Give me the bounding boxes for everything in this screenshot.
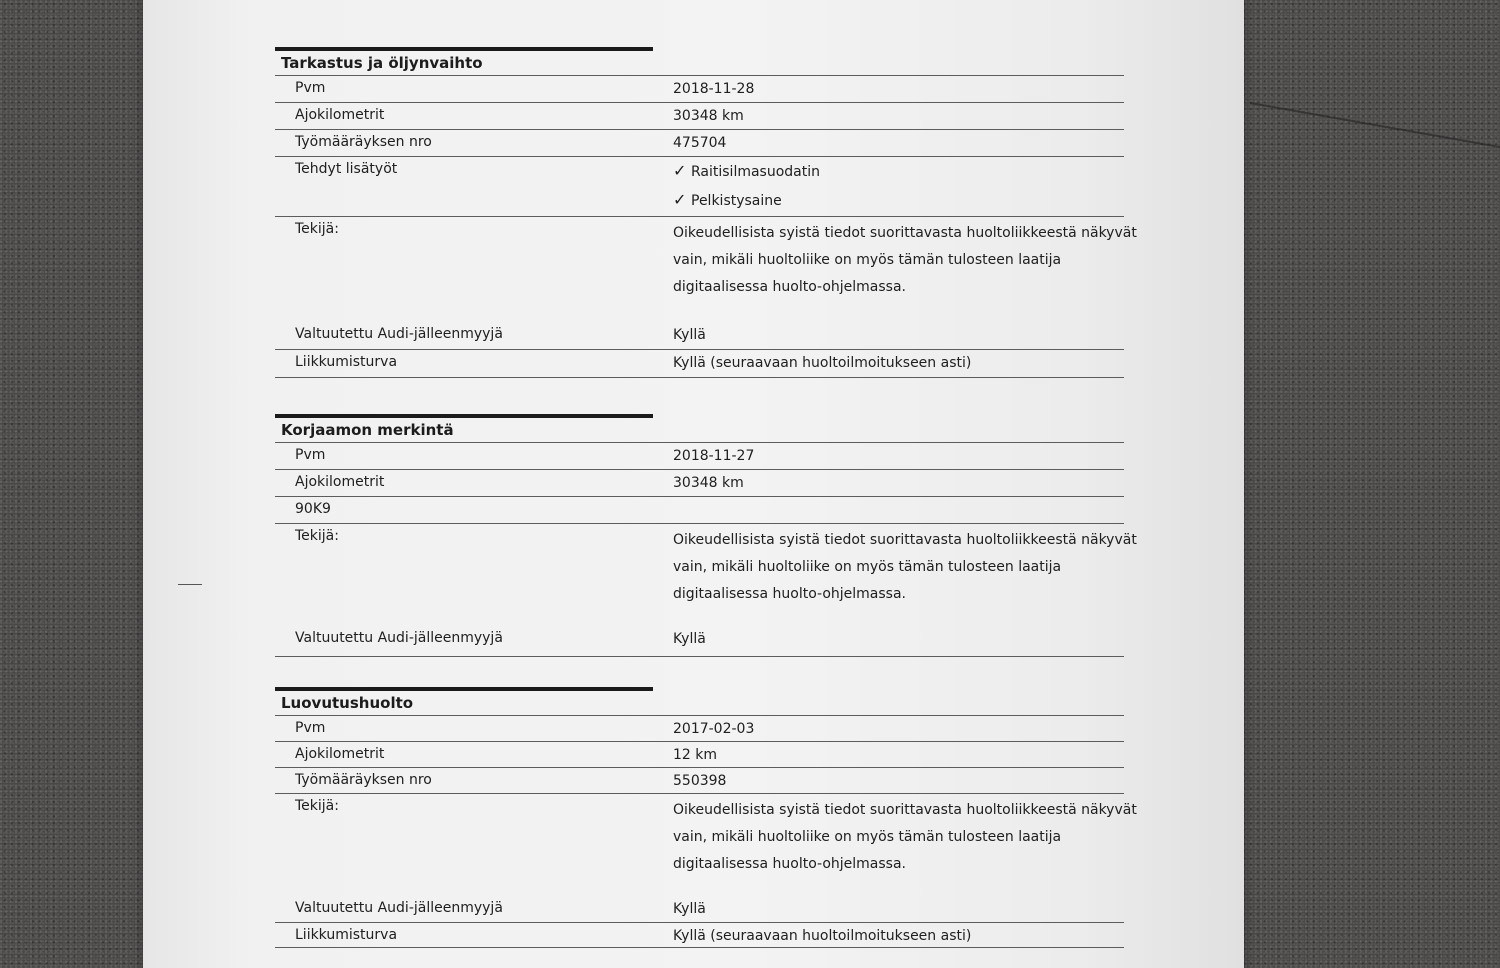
maker-notice-line: Oikeudellisista syistä tiedot suorittavasta huoltoliikkeestä näkyvät — [673, 225, 1137, 241]
mobility-guarantee-value: Kyllä (seuraavaan huoltoilmoitukseen asti) — [673, 355, 972, 371]
section-inspection-oil-change — [275, 47, 1137, 378]
row-mobility-guarantee — [275, 349, 1124, 378]
extra-work-item — [673, 161, 820, 180]
mileage-label: Ajokilometrit — [295, 107, 385, 123]
mileage-value: 12 km — [673, 747, 718, 763]
row-mobility-guarantee — [275, 922, 1124, 948]
row-authorized-dealer — [275, 626, 1124, 657]
authorized-dealer-label: Valtuutettu Audi-jälleenmyyjä — [295, 630, 503, 646]
maker-notice — [673, 527, 1137, 608]
maker-notice-line: Oikeudellisista syistä tiedot suorittavasta huoltoliikkeestä näkyvät — [673, 802, 1137, 818]
section-title: Korjaamon merkintä — [281, 421, 454, 439]
maker-notice-line: vain, mikäli huoltoliike on myös tämän tulosteen laatija — [673, 829, 1062, 845]
mileage-value: 30348 km — [673, 108, 744, 124]
row-mileage — [275, 741, 1124, 767]
section-title: Tarkastus ja öljynvaihto — [281, 54, 483, 72]
maker-label: Tekijä: — [295, 221, 339, 237]
maker-label: Tekijä: — [295, 798, 339, 814]
row-date — [275, 75, 1124, 102]
maker-notice-line: digitaalisessa huolto-ohjelmassa. — [673, 586, 906, 602]
row-maker — [275, 216, 1137, 322]
service-record-sheet — [143, 0, 1244, 968]
code-label: 90K9 — [295, 501, 331, 517]
work-order-value: 550398 — [673, 773, 727, 789]
date-value: 2018-11-28 — [673, 81, 755, 97]
maker-notice — [673, 797, 1137, 878]
date-value: 2018-11-27 — [673, 448, 755, 464]
section-workshop-entry — [275, 414, 1137, 657]
extra-work-item — [673, 190, 782, 209]
row-date — [275, 442, 1124, 469]
authorized-dealer-value: Kyllä — [673, 901, 706, 917]
maker-label: Tekijä: — [295, 528, 339, 544]
row-authorized-dealer — [275, 896, 1124, 922]
row-date — [275, 715, 1124, 741]
margin-mark — [178, 584, 202, 585]
row-work-order — [275, 767, 1124, 793]
maker-notice-line: digitaalisessa huolto-ohjelmassa. — [673, 856, 906, 872]
extra-work-label: Tehdyt lisätyöt — [295, 161, 398, 177]
mobility-guarantee-value: Kyllä (seuraavaan huoltoilmoitukseen asti) — [673, 928, 972, 944]
row-work-order — [275, 129, 1124, 156]
maker-notice-line: Oikeudellisista syistä tiedot suorittavasta huoltoliikkeestä näkyvät — [673, 532, 1137, 548]
row-maker — [275, 793, 1137, 896]
maker-notice-line: digitaalisessa huolto-ohjelmassa. — [673, 279, 906, 295]
mileage-label: Ajokilometrit — [295, 474, 385, 490]
check-icon: ✓ — [673, 161, 687, 180]
date-label: Pvm — [295, 447, 326, 463]
row-mileage — [275, 102, 1124, 129]
mobility-guarantee-label: Liikkumisturva — [295, 927, 398, 943]
row-extra-work — [275, 156, 1124, 216]
authorized-dealer-label: Valtuutettu Audi-jälleenmyyjä — [295, 900, 503, 916]
date-label: Pvm — [295, 80, 326, 96]
row-code — [275, 496, 1124, 523]
work-order-value: 475704 — [673, 135, 727, 151]
row-maker — [275, 523, 1137, 626]
extra-work-item-label: Pelkistysaine — [691, 193, 782, 209]
date-value: 2017-02-03 — [673, 721, 755, 737]
row-mileage — [275, 469, 1124, 496]
mileage-label: Ajokilometrit — [295, 746, 385, 762]
date-label: Pvm — [295, 720, 326, 736]
section-delivery-service — [275, 687, 1137, 948]
floor-tile-seam — [1250, 102, 1500, 156]
work-order-label: Työmääräyksen nro — [295, 134, 432, 150]
section-title: Luovutushuolto — [281, 694, 414, 712]
mileage-value: 30348 km — [673, 475, 744, 491]
maker-notice-line: vain, mikäli huoltoliike on myös tämän tulosteen laatija — [673, 559, 1062, 575]
authorized-dealer-value: Kyllä — [673, 327, 706, 343]
maker-notice-line: vain, mikäli huoltoliike on myös tämän tulosteen laatija — [673, 252, 1062, 268]
check-icon: ✓ — [673, 190, 687, 209]
authorized-dealer-label: Valtuutettu Audi-jälleenmyyjä — [295, 326, 503, 342]
work-order-label: Työmääräyksen nro — [295, 772, 432, 788]
extra-work-item-label: Raitisilmasuodatin — [691, 164, 821, 180]
row-authorized-dealer — [275, 322, 1124, 349]
maker-notice — [673, 220, 1137, 301]
authorized-dealer-value: Kyllä — [673, 631, 706, 647]
mobility-guarantee-label: Liikkumisturva — [295, 354, 398, 370]
